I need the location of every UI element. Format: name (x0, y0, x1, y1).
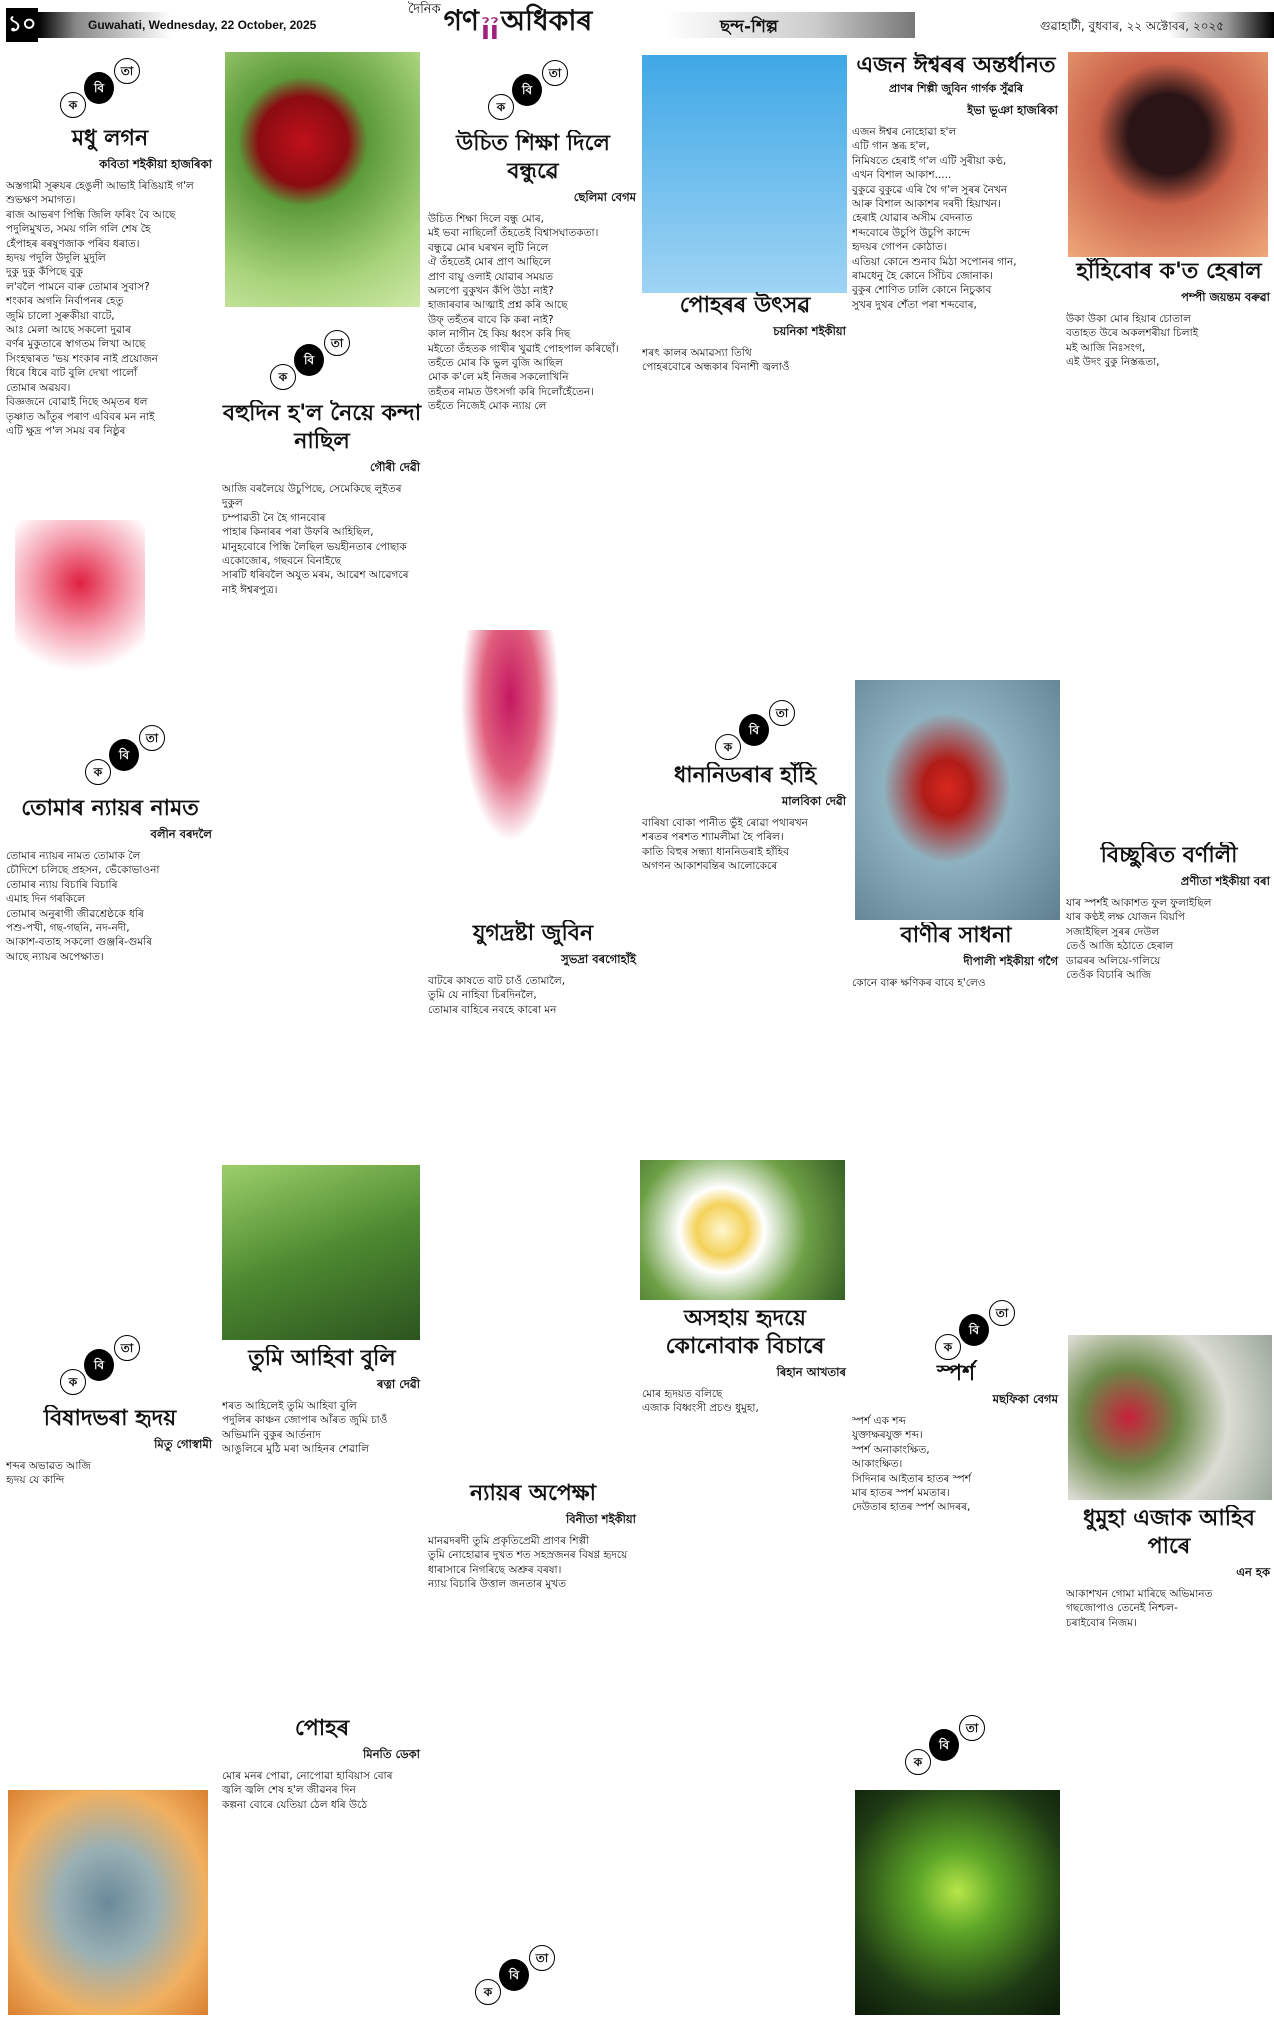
poem-author: পম্পী জয়ন্তম বৰুৱা (1181, 290, 1270, 304)
poem-line: স্পৰ্শ এক শব্দ (852, 1415, 906, 1427)
poem-line: তেওঁ আজি হঠাতে হেৰাল (1066, 940, 1174, 953)
poem-line: অস্তগামী সূৰুযৰ হেঙুলী আভাই ৰিঙিয়াই গ'ল (6, 180, 194, 192)
poem-line: উকা উকা মোৰ হিয়াৰ চোতাল (1066, 313, 1191, 325)
poem-line: চৌদিশে চলিছে প্ৰহসন, ভেঁকোভাওনা (6, 864, 160, 877)
heart-sunset-image (1068, 52, 1268, 257)
section-title: ছন্দ-শিল্প (720, 17, 779, 37)
poem-line: সজাইছিল সুৰৰ দেউল (1066, 925, 1160, 938)
kobita-badge (475, 1945, 555, 2007)
poem-title: হাঁহিবোৰ ক'ত হেৰাল (1076, 259, 1262, 284)
badge-letter: বি (84, 72, 114, 104)
poem-bichhurita-barnali (1066, 842, 1272, 1332)
poem-line: চৰাইবোৰ নিজম। (1066, 1616, 1137, 1629)
badge-letter: বি (109, 739, 139, 771)
poem-title: উচিত শিক্ষা দিলে বন্ধুৱে (456, 131, 610, 184)
poem-line: কাতি বিহুৰ সন্ধ্যা ধাননিডৰাই হাঁহিব (642, 845, 789, 858)
poem-line: মোৰ মনৰ পোৱা, নোপোৱা হাবিয়াস বোৰ (222, 1770, 393, 1782)
logo-dainik: দৈনিক (408, 2, 441, 17)
poem-title: ধাননিডৰাৰ হাঁহি (673, 763, 817, 788)
poem-line: দুকু দুকু কঁপিছে বুকু (6, 266, 83, 279)
badge-letter: ক (60, 1369, 86, 1395)
poem-line: তুমি যে নাহিবা চিৰদিনলৈ, (428, 989, 537, 1002)
poem-ejon-ishwar (852, 52, 1060, 672)
poem-line: বিজ্ঞজনে বোৱাই দিছে অমৃতৰ ধল (6, 396, 148, 409)
poem-title: তোমাৰ ন্যায়ৰ নামত (21, 796, 199, 821)
badge-letter: বি (512, 74, 542, 106)
poem-line: এতিয়া কোনে শুনাব মিঠা সপোনৰ গান, (852, 255, 1017, 268)
poem-line: মানৱদৰদী তুমি প্ৰকৃতিপ্ৰেমী প্ৰাণৰ শিল্পী (428, 1535, 590, 1547)
poem-body (642, 346, 848, 375)
poem-dhumuha (1066, 1505, 1272, 2015)
poem-line: ধাৰাসাৰে নিগৰিছে অশ্ৰুৰ বৰষা। (428, 1563, 562, 1576)
poem-line: শব্দৰ অভাৱত আজি (6, 1460, 91, 1472)
rose-image (225, 52, 420, 307)
poem-line: জুমি চালো সুৰুকীয়া বাটে, (6, 309, 115, 322)
poem-pohar (222, 1715, 422, 2015)
poem-body (428, 974, 638, 1017)
poem-line: ল'বলৈ পামনে বাৰু তোমাৰ সুবাস? (6, 280, 150, 293)
poem-line: আকাশখন গোমা মাৰিছে অভিমানত (1066, 1588, 1213, 1600)
poem-line: ৰামধেনু হৈ কোনে সিঁচিব জোনাক। (852, 270, 993, 283)
poem-asahay-hridoye (642, 1305, 848, 2015)
poem-line: তহঁতে মোৰ কি ভুল বুজি আছিল (428, 357, 563, 370)
poem-body (642, 1387, 848, 1416)
logo-name-2: অধিকাৰ (500, 4, 593, 37)
poem-line: যাৰ কণ্ঠই লক্ষ যোজন বিয়পি (1066, 911, 1185, 924)
poem-line: একোজোৰ, গছবনে বিনাইছে (222, 555, 341, 568)
page-number: ১০ (6, 8, 38, 42)
poem-author: মিনতি ডেকা (363, 1747, 420, 1761)
poem-line: এখন বিশাল আকাশ..... (852, 169, 952, 182)
badge-letter: তা (114, 58, 140, 84)
poem-line: বাটৰে কাষতে বাট চাওঁ তোমালৈ, (428, 975, 566, 987)
poem-line: উফ্ তহঁতৰ বাবে কি কৰা নাই? (428, 313, 554, 326)
poem-line: শৰতৰ পৰশত শ্যামলীমা হৈ পৰিল। (642, 831, 784, 844)
poem-author: বিনীতা শইকীয়া (565, 1512, 636, 1526)
poem-line: তোমাৰ ন্যায় বিচাৰি বিচাৰি (6, 878, 118, 891)
poem-line: কল্পনা বোৰে যেতিয়া ঠেল ধৰি উঠে (222, 1798, 368, 1811)
poem-line: ঐ তঁহতেই মোৰ প্ৰাণ আছিলে (428, 256, 551, 269)
poem-line: তেওঁক বিচাৰি আজি (1066, 969, 1152, 982)
poem-author: মছফিকা বেগম (992, 1392, 1058, 1406)
kobita-badge (488, 60, 568, 122)
poem-line: মই আজি নিঃসংগ, (1066, 341, 1146, 354)
poem-tomar-nyayar-namat (6, 795, 214, 1330)
poem-title: এজন ঈশ্বৰৰ অন্তৰ্ধানত (856, 53, 1056, 78)
poem-title: বিষাদভৰা হৃদয় (43, 1406, 177, 1431)
poem-line: তহঁতৰ নামত উৎসৰ্গা কৰি দিলোঁহেঁতেন। (428, 385, 594, 398)
badge-letter: ক (905, 1749, 931, 1775)
poem-line: হৃদয়ৰ গোপন কোঠাত। (852, 241, 947, 254)
badge-letter: তা (529, 1945, 555, 1971)
poem-line: তুমি নোহোৱাৰ দুখত শত সহস্ৰজনৰ বিষণ্ণ হৃদয়ে (428, 1549, 628, 1562)
poem-author: ইভা ভূঞা হাজৰিকা (967, 103, 1058, 117)
poem-line: এটি গান স্তব্ধ হ'ল, (852, 140, 930, 153)
badge-letter: তা (114, 1335, 140, 1361)
poem-line: কাল নাগীন হৈ কিয় ধ্বংস কৰি দিছ (428, 328, 571, 341)
poem-line: সিংহদ্বাৰত 'ভয় শংকাৰ নাই প্ৰয়োজন (6, 352, 159, 365)
poem-line: শব্দবোৰে উচুপি উচুপি কান্দে (852, 226, 970, 239)
poem-bishadbhora-hridoy (6, 1405, 214, 1785)
poem-body (1066, 1587, 1272, 1630)
poem-line: হেৰাই যোৱাৰ অসীম বেদনাত (852, 212, 973, 225)
poem-line: বৰ্ণৰ মুকুতাৰে স্বাগতম লিখা আছে (6, 338, 146, 351)
poem-body (428, 1534, 638, 1592)
badge-letter: বি (499, 1959, 529, 1991)
poem-line: শংকাৰ অগনি নিৰ্বাপনৰ হেতু (6, 295, 124, 308)
poem-line: আৰু বিশাল আকাশৰ দৰদী হিয়াখন। (852, 198, 1001, 211)
poem-dhanniderar-hanhi (642, 762, 848, 1152)
poem-hanhibor (1066, 258, 1272, 828)
poem-body (852, 125, 1060, 312)
poem-author: ৰত্না দেৱী (377, 1377, 420, 1391)
poem-author: প্ৰণীতা শইকীয়া বৰা (1180, 874, 1270, 888)
poem-line: হৃদয় পদুলি উদুলি মুদুলি (6, 252, 106, 265)
poem-title: পোহৰৰ উৎসৱ (679, 293, 811, 318)
kobita-badge (270, 330, 350, 392)
poem-line: মইতো তঁহতক গাখীৰ খুৱাই পোহপাল কৰিছোঁ। (428, 342, 619, 355)
badge-letter: তা (959, 1715, 985, 1741)
poem-jugadrashta-jubin (428, 920, 638, 1470)
poem-body (1066, 312, 1272, 370)
poem-line: আকাশ-বতাহ সকলো গুঞ্জৰি-গুমৰি (6, 936, 153, 949)
poem-nyayar-apeksha (428, 1480, 638, 1940)
poem-line: পাহাৰ কিনাৰৰ পৰা উফৰি আহিছিল, (222, 526, 374, 539)
poem-poharar-utsav (642, 292, 848, 692)
poem-line: মোৰ হৃদয়ত বলিছে (642, 1388, 723, 1400)
poem-body (6, 1459, 214, 1488)
poem-title: ন্যায়ৰ অপেক্ষা (470, 1481, 596, 1506)
poem-body (428, 212, 638, 414)
badge-letter: ক (488, 94, 514, 120)
poem-author: ৰিহান আখতাৰ (776, 1365, 846, 1379)
poem-line: বাৰিষা বোকা পানীত ভুঁই ৰোৱা পথাৰখন (642, 817, 808, 829)
poem-uchit-shiksha (428, 130, 638, 630)
poem-line: ডাৱৰৰ অলিয়ে-গলিয়ে (1066, 954, 1161, 967)
badge-letter: বি (84, 1349, 114, 1381)
badge-letter: ক (935, 1334, 961, 1360)
badge-letter: তা (769, 700, 795, 726)
poem-title: ধুমুহা এজাক আহিব পাৰে (1083, 1506, 1255, 1559)
poem-body (6, 179, 214, 438)
badge-letter: তা (542, 60, 568, 86)
poem-body (6, 849, 214, 964)
poem-line: পদুলিৰ কাঞ্চন জোপাৰ আঁৰত জুমি চাওঁ (222, 1414, 388, 1427)
poem-author: ছেলিমা বেগম (573, 190, 636, 204)
poem-line: মই ভবা নাছিলোঁ তঁহতেই বিশ্বাসঘাতকতা। (428, 227, 599, 240)
poem-line: শৰৎ কালৰ অমাৱস্যা তিথি (642, 347, 752, 359)
poem-line: ধিৰে ধিৰে বাট বুলি দেখা পালোঁ (6, 367, 137, 380)
newspaper-logo (408, 0, 592, 46)
poem-line: পোহৰবোৰে অন্ধকাৰ বিনাশী জ্বলাওঁ (642, 361, 790, 374)
poem-subtitle: প্ৰাণৰ শিল্পী জুবিন গাৰ্গক সুঁৱৰি (888, 82, 1024, 95)
kobita-badge (60, 58, 140, 120)
masthead (0, 0, 1274, 48)
badge-letter: বি (959, 1314, 989, 1346)
poem-tumi-ahiba-buli (222, 1345, 422, 1705)
poem-body (222, 1399, 422, 1457)
couple-image (1068, 1335, 1272, 1500)
badge-letter: ক (715, 734, 741, 760)
lovebirds-image (8, 1790, 208, 2015)
poem-title: যুগদ্ৰষ্টা জুবিন (472, 921, 594, 946)
poem-line: বুকুৰ শোণিত ঢালি কোনে নিচুকাব (852, 284, 992, 297)
poem-body (642, 816, 848, 874)
header-bar-section (665, 12, 915, 38)
poem-line: চম্পাৱতী নৈ হৈ গানবোৰ (222, 511, 326, 524)
poem-line: নাই ঈশ্বৰপুত্ৰ। (222, 583, 278, 596)
badge-letter: তা (139, 725, 165, 751)
poem-line: দেউতাৰ হাতৰ স্পৰ্শ আদৰৰ, (852, 1501, 971, 1514)
poem-line: এজন ঈশ্বৰ নোহোৱা হ'ল (852, 126, 957, 138)
poem-title: মধু লগন (71, 126, 149, 151)
poem-bohudin (222, 400, 422, 1160)
poem-line: মাৰ হাতৰ স্পৰ্শ মমতাৰ। (852, 1487, 950, 1500)
poem-title: তুমি আহিবা বুলি (248, 1346, 396, 1371)
poem-body (852, 1414, 1060, 1515)
poem-line: তোমাৰ অনুৰাগী জীৱশ্ৰেষ্ঠকে ধৰি (6, 907, 144, 920)
date-english: Guwahati, Wednesday, 22 October, 2025 (88, 18, 317, 32)
poem-author: মিতু গোস্বামী (154, 1437, 212, 1451)
poem-line: মোক ক'লে মই নিজৰ সকলোখিনি (428, 371, 569, 384)
badge-letter: তা (324, 330, 350, 356)
poem-line: হাজাৰবাৰ আত্মাই প্ৰশ্ন কৰি আছে (428, 299, 568, 312)
poem-line: এমাহ দিন গৰকিলে (6, 893, 86, 906)
kobita-badge (85, 725, 165, 787)
poem-author: মালবিকা দেৱী (781, 794, 846, 808)
kobita-badge (715, 700, 795, 762)
poem-author: দীপালী শইকীয়া গগৈ (963, 954, 1058, 968)
date-assamese: গুৱাহাটী, বুধবাৰ, ২২ অক্টোবৰ, ২০২৫ (1040, 19, 1225, 33)
poem-author: সুভদ্ৰা বৰগোহাঁই (561, 952, 636, 966)
poem-line: ন্যায় বিচাৰি উত্তাল জনতাৰ মুখত (428, 1578, 567, 1591)
poem-author: গৌৰী দেৱী (370, 460, 420, 474)
poem-author: কবিতা শইকীয়া হাজৰিকা (99, 157, 212, 171)
badge-letter: বি (739, 714, 769, 746)
poem-body (222, 482, 422, 597)
poem-line: সিদিনাৰ আইতাৰ হাতৰ স্পৰ্শ (852, 1472, 971, 1485)
birds-sky-image (642, 55, 847, 293)
poem-line: তোমাৰ ন্যায়ৰ নামত তোমাক লৈ (6, 850, 141, 862)
poem-title: বাণীৰ সাধনা (900, 923, 1012, 948)
poem-line: আছে ন্যায়ৰ অপেক্ষাত। (6, 950, 104, 963)
kobita-badge (60, 1335, 140, 1397)
people-logo-icon: ỉỉ (480, 16, 499, 46)
badge-letter: ক (475, 1979, 501, 2005)
kobita-badge (935, 1300, 1015, 1362)
vase-flowers-image (440, 630, 580, 900)
poem-body (1066, 896, 1272, 982)
poem-line: কোনে বাৰু ক্ষণিকৰ বাবে হ'লেও (852, 977, 986, 989)
frangipani-image (640, 1160, 845, 1300)
poem-title: বিচ্ছুৰিত বৰ্ণালী (1100, 843, 1238, 868)
poem-body (852, 976, 1060, 990)
poem-line: পদুলিমুখত, সময় গলি গলি শেষ হৈ (6, 223, 151, 236)
badge-letter: তা (989, 1300, 1015, 1326)
badge-letter: ক (270, 364, 296, 390)
poem-line: অলপো বুকুখন কঁপি উঠা নাই? (428, 285, 554, 298)
badge-letter: ক (85, 759, 111, 785)
poem-line: শৰত আহিলেই তুমি আহিবা বুলি (222, 1400, 357, 1412)
poem-line: তহঁতে নিজেই মোক ন্যায় লে (428, 400, 547, 413)
poem-line: আকাংক্ষিত। (852, 1458, 903, 1471)
poem-line: আঃ মেলা আছে সকলো দুৱাৰ (6, 324, 131, 337)
poem-author: এন হক (1236, 1565, 1270, 1579)
poem-title: বহুদিন হ'ল নৈয়ে কন্দা নাছিল (222, 401, 422, 454)
poem-title: স্পৰ্শ (936, 1361, 976, 1386)
poem-line: অভিমানি বুকুৰ আৰ্তনাদ (222, 1428, 321, 1441)
poem-line: যুক্তাক্ষৰযুক্ত শব্দ। (852, 1429, 923, 1442)
poem-line: প্ৰাণ বায়ু ওলাই যোৱাৰ সময়ত (428, 270, 553, 283)
poem-line: বুকুৱে বুকুৱে এৰি থৈ গ'ল সুৰৰ নৈখন (852, 183, 1008, 196)
poem-line: এই উদং বুকু নিস্তব্ধতা, (1066, 356, 1160, 369)
badge-letter: বি (294, 344, 324, 376)
poem-sparsha (852, 1360, 1060, 1710)
poem-line: এজাক বিধ্বংসী প্ৰচণ্ড ধুমুহা, (642, 1402, 759, 1415)
logo-name-1: গণ (443, 4, 479, 37)
poem-line: সুখৰ দুখৰ শেঁতা পৰা শব্দবোৰ, (852, 298, 977, 311)
poem-author: বলীন বৰদলৈ (150, 827, 212, 841)
poem-line: হেঁপাহৰ ৰৰষুণজাক পৰিব ধৰাত। (6, 237, 140, 250)
poem-line: নিমিষতে হেৰাই গ'ল এটি সুৰীয়া কণ্ঠ, (852, 154, 1007, 167)
poem-line: ৰাজ আভৰণ পিন্ধি জিলি ফৰিং বৈ আছে (6, 208, 176, 221)
poem-line: আজি বৰলৈয়ে উচুপিছে, সেমেকিছে লুইতৰ দুকুল (222, 483, 402, 510)
red-birds-painting-image (855, 680, 1060, 920)
poem-line: পশু-পখী, গছ-গছনি, নদ-নদী, (6, 922, 130, 935)
poem-line: জ্বলি জ্বলি শেষ হ'ল জীৱনৰ দিন (222, 1784, 356, 1797)
poem-line: বতাহত উৰে অকলশৰীয়া চিলাই (1066, 327, 1199, 340)
poem-line: মানুহবোৰে পিন্ধি লৈছিল ভয়হীনতাৰ পোছাক (222, 540, 407, 553)
poem-title: অসহায় হৃদয়ে কোনোবাক বিচাৰে (665, 1306, 825, 1359)
poem-line: স্পৰ্শ অনাকাংক্ষিত, (852, 1443, 930, 1456)
flower-vase-image (15, 520, 145, 730)
poem-line: উচিত শিক্ষা দিলে বন্ধু মোৰ, (428, 213, 544, 225)
poem-madhu-lagan (6, 125, 214, 515)
poem-line: আঙুলিৰে মুঠি মৰা আহিনৰ শেৱালি (222, 1443, 369, 1456)
poem-line: তৃষ্ণাত আঁতুৰ পৰাণ এবিবৰ মন নাই (6, 410, 155, 423)
poem-banir-sadhana (852, 922, 1060, 1297)
poem-line: তোমাৰ অৱয়ব। (6, 381, 71, 394)
poem-line: বন্ধুৱে মোৰ ঘৰখন লুটি নিলে (428, 241, 549, 254)
plant-sprout-image (855, 1790, 1060, 2015)
poem-line: এটি ক্ষুদ্ৰ প'ল সময় বৰ নিষ্ঠুৰ (6, 424, 126, 437)
kobita-badge (905, 1715, 985, 1777)
poem-author: চয়নিকা শইকীয়া (773, 324, 846, 338)
poem-line: তোমাৰ বাহিৰে নবহে কাৰো মন (428, 1003, 557, 1016)
poem-line: অগণন আকাশবন্তিৰ আলোকেৰে (642, 860, 778, 873)
girl-umbrella-image (222, 1165, 420, 1340)
poem-title: পোহৰ (294, 1716, 350, 1741)
badge-letter: ক (60, 92, 86, 118)
poem-body (222, 1769, 422, 1812)
poem-line: যাৰ স্পৰ্শই আকাশত ফুল ফুলাইছিল (1066, 897, 1212, 909)
poem-line: শুভক্ষণ সমাগত। (6, 194, 76, 207)
poem-line: হৃদয় যে কান্দি (6, 1474, 65, 1487)
poem-line: গছজোপাও তেনেই নিশ্চল- (1066, 1602, 1178, 1615)
badge-letter: বি (929, 1729, 959, 1761)
poem-line: সাৰটি ধৰিবলৈ অযুত মৰম, আৱেশ আৱেগৰে (222, 569, 409, 582)
